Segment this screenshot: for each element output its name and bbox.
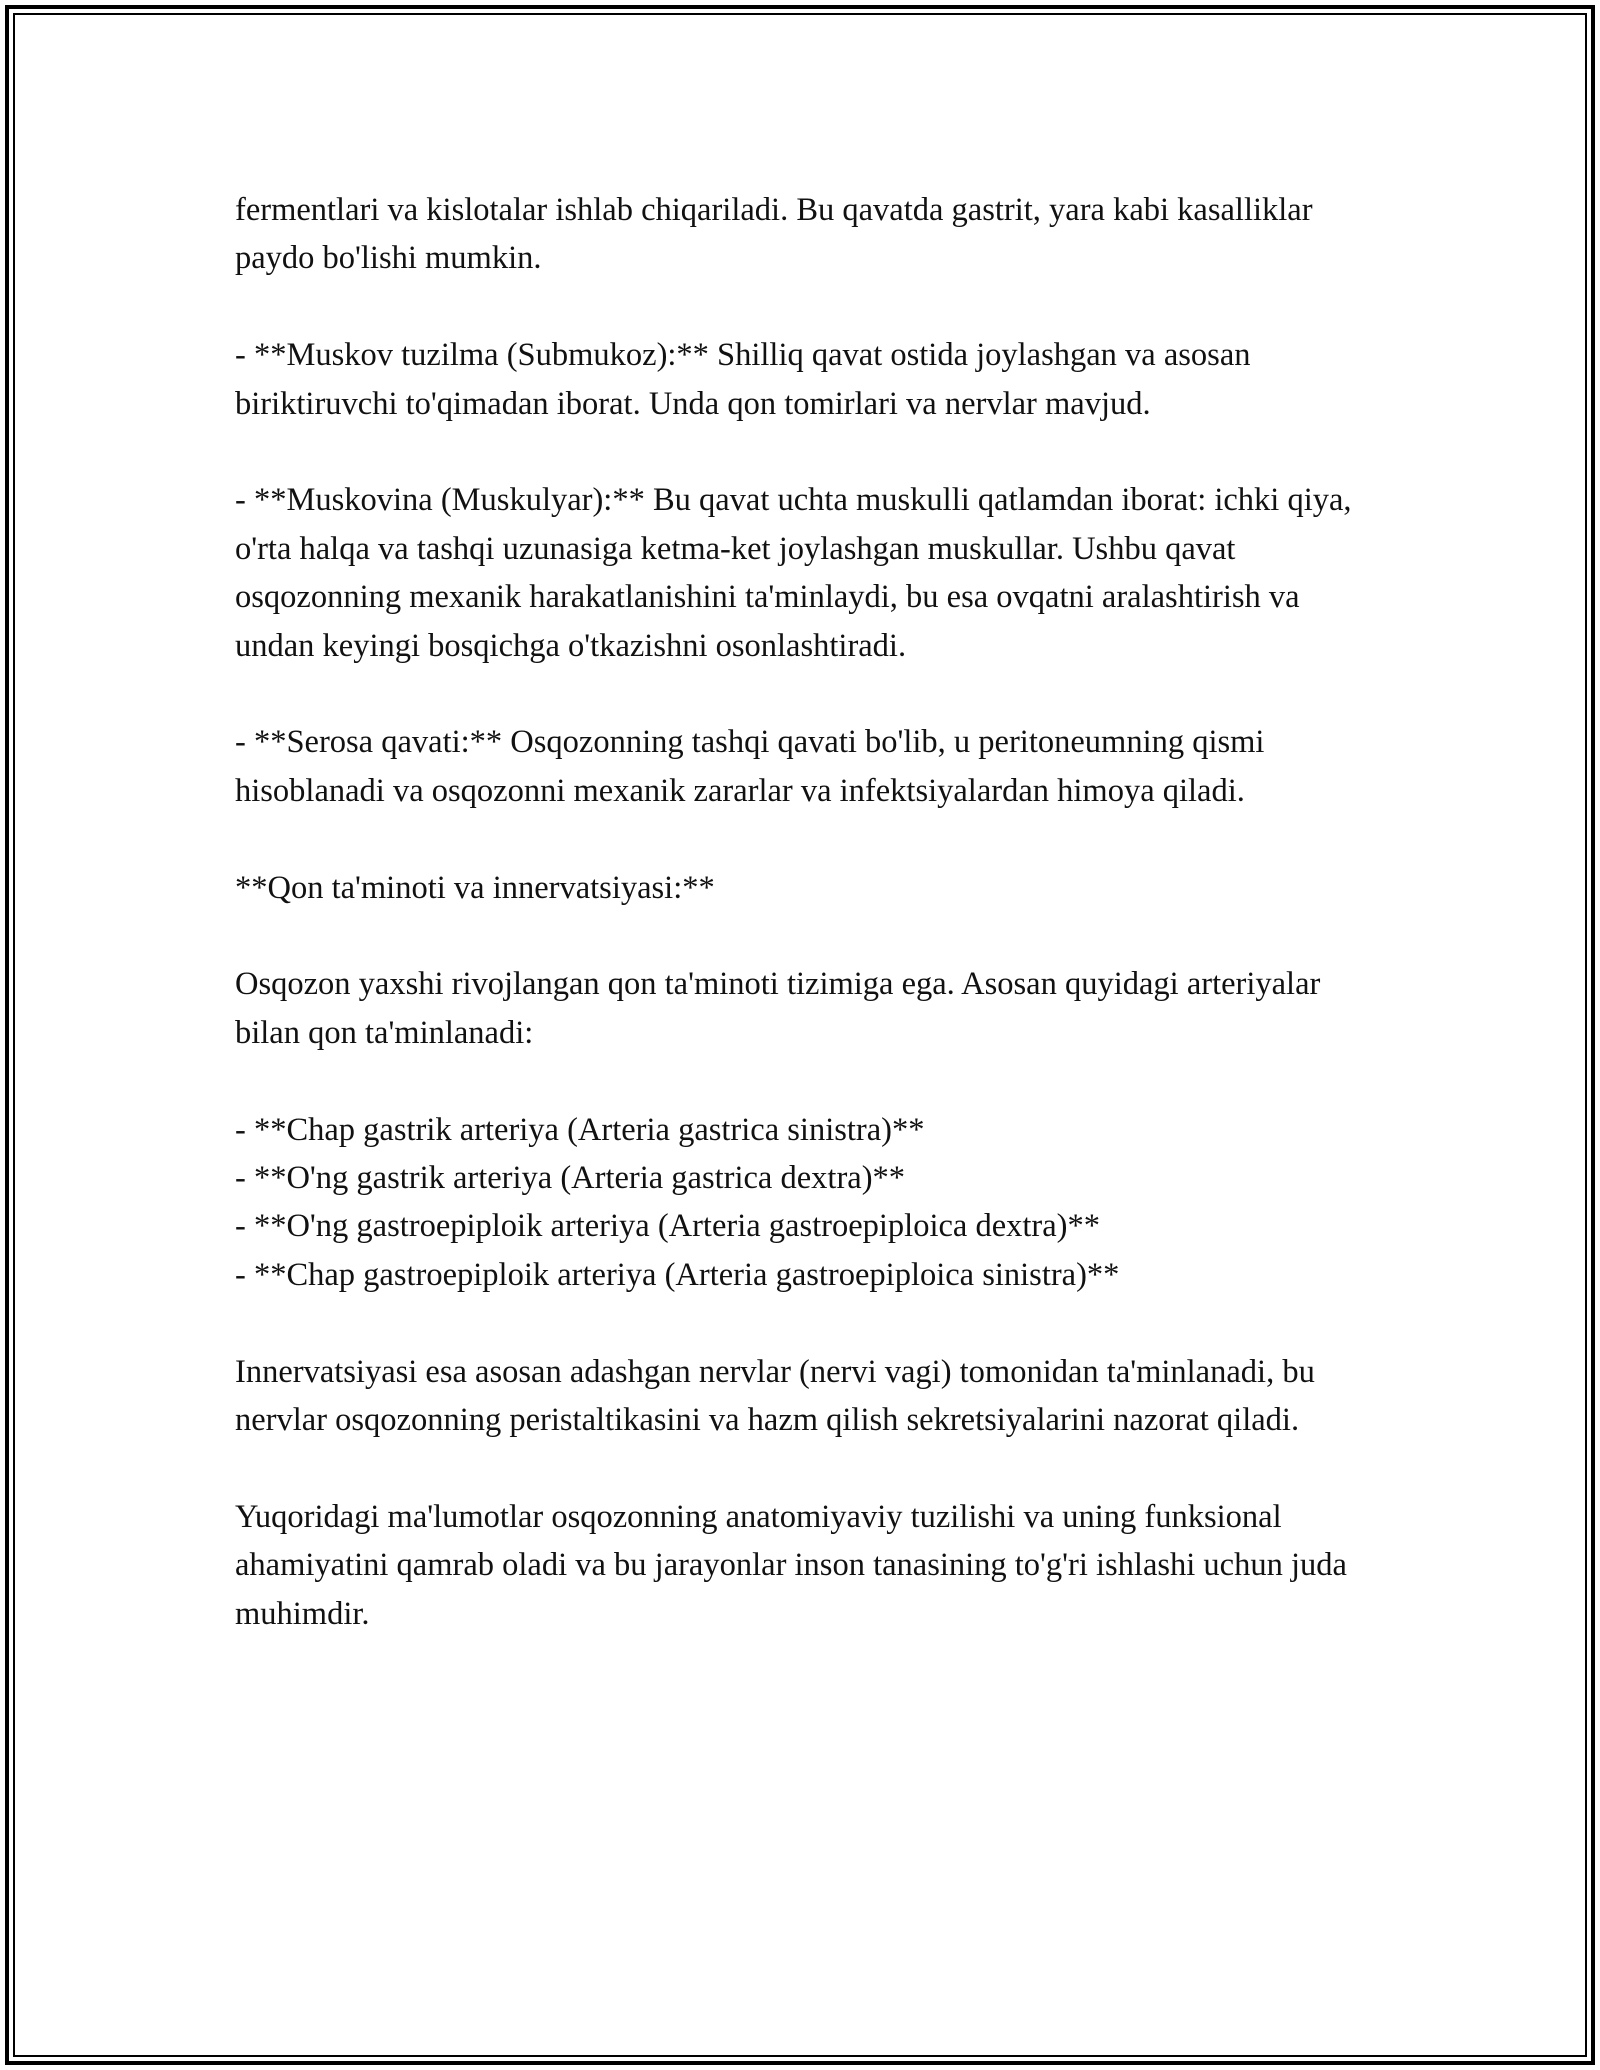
artery-list-item: - **O'ng gastrik arteriya (Arteria gastrica dextra)** xyxy=(235,1160,906,1197)
document-body xyxy=(235,186,1385,1686)
paragraph-submucosa: - **Muskov tuzilma (Submukoz):** Shilliq qavat ostida joylashgan va asosan biriktiruvchi to'qimadan iborat. Unda qon tomirlari va nervlar mavjud. xyxy=(235,337,1251,422)
paragraph-innervation: Innervatsiyasi esa asosan adashgan nervlar (nervi vagi) tomonidan ta'minlanadi, bu nervlar osqozonning peristaltikasini va hazm qilish sekretsiyalarini nazorat qiladi. xyxy=(235,1353,1315,1439)
paragraph-blood-supply-intro: Osqozon yaxshi rivojlangan qon ta'minoti tizimiga ega. Asosan quyidagi arteriyalar bilan qon ta'minlanadi: xyxy=(235,966,1321,1051)
artery-list-item: - **Chap gastroepiploik arteriya (Arteria gastroepiploica sinistra)** xyxy=(235,1256,1120,1293)
section-heading-blood-supply: **Qon ta'minoti va innervatsiyasi:** xyxy=(235,869,715,906)
paragraph-muscularis: - **Muskovina (Muskulyar):** Bu qavat uchta muskulli qatlamdan iborat: ichki qiya, o'rta halqa va tashqi uzunasiga ketma-ket joylashgan muskullar. Ushbu qavat osqozonning mexanik harakatlanishini ta'minlaydi, bu esa ovqatni aralashtirish va undan keyingi bosqichga o'tkazishni osonlashtiradi. xyxy=(235,482,1352,664)
artery-list xyxy=(235,1106,1385,1300)
paragraph-serosa: - **Serosa qavati:** Osqozonning tashqi qavati bo'lib, u peritoneumning qismi hisoblanadi va osqozonni mexanik zararlar va infektsiyalardan himoya qiladi. xyxy=(235,724,1265,809)
paragraph-mucosa-continuation: fermentlari va kislotalar ishlab chiqariladi. Bu qavatda gastrit, yara kabi kasalliklar paydo bo'lishi mumkin. xyxy=(235,192,1313,277)
artery-list-item: - **O'ng gastroepiploik arteriya (Arteria gastroepiploica dextra)** xyxy=(235,1208,1100,1245)
artery-list-item: - **Chap gastrik arteriya (Arteria gastrica sinistra)** xyxy=(235,1111,925,1148)
paragraph-conclusion: Yuqoridagi ma'lumotlar osqozonning anatomiyaviy tuzilishi va uning funksional ahamiyatini qamrab oladi va bu jarayonlar inson tanasining to'g'ri ishlashi uchun juda muhimdir. xyxy=(235,1498,1347,1632)
